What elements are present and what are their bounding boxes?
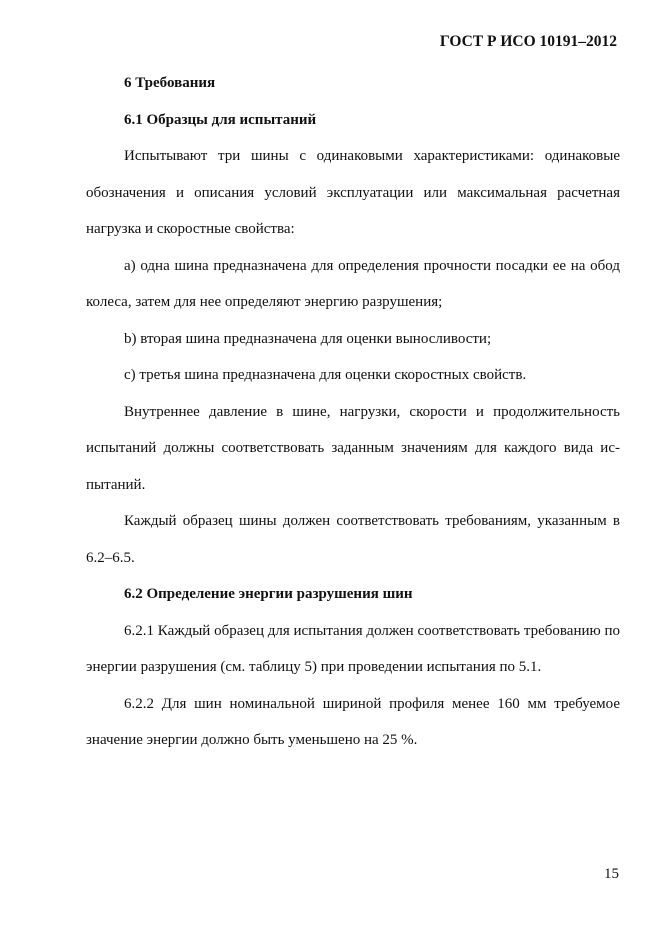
list-item-b: b) вторая шина предназначена для оценки выносливости; [124,330,492,347]
document-code-header: ГОСТ Р ИСО 10191–2012 [439,33,617,50]
subsection-title-6-1: 6.1 Образцы для испытаний [124,111,317,128]
page-number: 15 [604,866,619,882]
section-title: 6 Требования [124,75,216,91]
list-item-c: с) третья шина предназначена для оценки скоростных свойств. [124,367,527,383]
paragraph-test-conditions: Внутреннее давление в шине, нагрузки, скорости и продолжительность испытаний должны соответствовать заданным значениям для каждого вида ис-пытаний. [86,403,620,493]
paragraph-specimens: Испытывают три шины с одинаковыми характеристиками: одинаковые обозначения и описания условий эксплуатации или максимальная расчетная нагрузка и скоростные свойства: [86,148,620,237]
subsection-title-6-2: 6.2 Определение энергии разрушения шин [124,586,413,602]
document-body [86,65,620,759]
paragraph-6-2-1: 6.2.1 Каждый образец для испытания должен соответствовать требованию по энергии разрушения (см. таблицу 5) при проведении испытания по 5.1. [86,622,620,675]
paragraph-6-2-2: 6.2.2 Для шин номинальной шириной профиля менее 160 мм требуемое значение энергии должно быть уменьшено на 25 %. [86,695,620,748]
paragraph-requirements-ref: Каждый образец шины должен соответствовать требованиям, указанным в 6.2–6.5. [86,513,620,566]
list-item-a: а) одна шина предназначена для определения прочности посадки ее на обод колеса, затем для нее определяют энергию разрушения; [86,257,620,310]
